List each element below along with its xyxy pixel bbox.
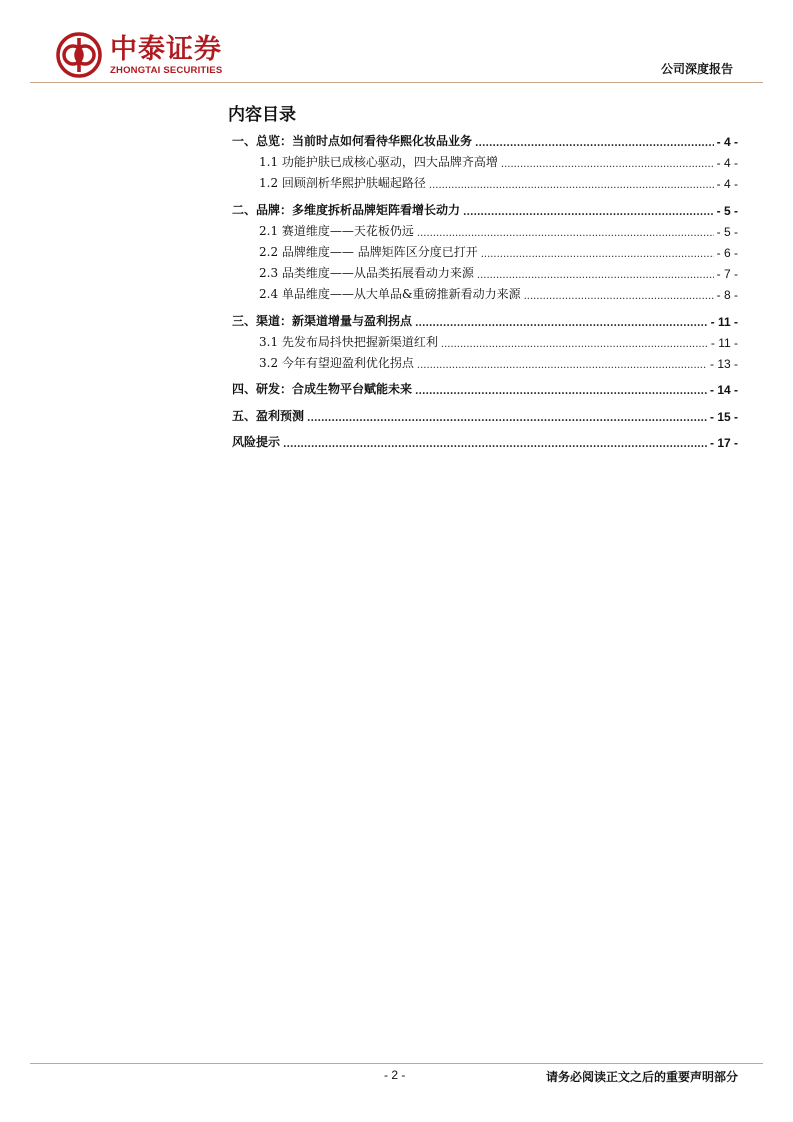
header-divider	[30, 82, 763, 83]
toc-leader-dots	[415, 383, 707, 397]
toc-entry-label: 2.4 单品维度——从大单品&重磅推新看动力来源	[259, 287, 521, 301]
toc-leader-dots	[307, 410, 707, 424]
toc-leader-dots	[417, 357, 707, 371]
toc-entry[interactable]	[259, 351, 738, 371]
toc-entry-page: - 14 -	[709, 383, 738, 397]
toc-entry[interactable]	[259, 171, 738, 191]
toc-entry-page: - 11 -	[710, 315, 738, 329]
toc-leader-dots	[463, 204, 714, 218]
toc-entry-page: - 4 -	[716, 135, 738, 149]
toc-entry[interactable]	[259, 282, 738, 302]
toc-entry-label: 2.3 品类维度——从品类拓展看动力来源	[259, 266, 474, 280]
toc-entry-page: - 13 -	[709, 357, 738, 371]
toc-leader-dots	[415, 315, 708, 329]
toc-entry[interactable]	[259, 219, 738, 239]
toc-entry-label: 风险提示	[232, 435, 281, 449]
toc-entry[interactable]	[259, 330, 738, 350]
toc-entry-label: 2.1 赛道维度——天花板仍远	[259, 224, 414, 238]
toc-title: 内容目录	[228, 105, 296, 125]
toc-leader-dots	[475, 135, 714, 149]
toc-entry-page: - 15 -	[709, 410, 738, 424]
toc-entry-label: 四、研发：合成生物平台赋能未来	[232, 382, 413, 396]
toc-entry[interactable]	[259, 150, 738, 170]
toc-entry-label: 1.2 回顾剖析华熙护肤崛起路径	[259, 176, 426, 190]
toc-entry[interactable]	[232, 377, 738, 397]
toc-entry-page: - 6 -	[716, 246, 738, 260]
toc-leader-dots	[441, 336, 708, 350]
toc-entry-page: - 17 -	[709, 436, 738, 450]
toc-leader-dots	[524, 288, 714, 302]
toc-entry-page: - 8 -	[716, 288, 738, 302]
toc-entry-page: - 11 -	[710, 336, 738, 350]
toc-leader-dots	[417, 225, 714, 239]
zhongtai-logo-icon	[56, 32, 102, 78]
toc-entry[interactable]	[232, 404, 738, 424]
toc-entry[interactable]	[259, 261, 738, 281]
disclaimer-text: 请务必阅读正文之后的重要声明部分	[545, 1070, 738, 1084]
toc-leader-dots	[501, 156, 714, 170]
toc-entry[interactable]	[232, 198, 738, 218]
toc-entry-page: - 4 -	[716, 177, 738, 191]
toc-entry[interactable]	[232, 309, 738, 329]
toc-entry-label: 五、盈利预测	[232, 409, 305, 423]
toc-leader-dots	[283, 436, 707, 450]
toc-leader-dots	[481, 246, 714, 260]
toc-entry-page: - 5 -	[716, 204, 738, 218]
toc-entry-page: - 7 -	[716, 267, 738, 281]
toc-entry-label: 2.2 品牌维度—— 品牌矩阵区分度已打开	[259, 245, 478, 259]
toc-entry-label: 3.2 今年有望迎盈利优化拐点	[259, 356, 414, 370]
logo-chinese-name: 中泰证券	[110, 33, 222, 65]
toc-leader-dots	[429, 177, 714, 191]
report-type-label: 公司深度报告	[660, 62, 733, 76]
toc-entry-page: - 5 -	[716, 225, 738, 239]
toc-entry-page: - 4 -	[716, 156, 738, 170]
toc-entry[interactable]	[259, 240, 738, 260]
toc-entry[interactable]	[232, 129, 738, 149]
toc-entry-label: 1.1 功能护肤已成核心驱动，四大品牌齐高增	[259, 155, 498, 169]
toc-entry-label: 二、品牌：多维度拆析品牌矩阵看增长动力	[232, 203, 461, 217]
company-logo	[56, 30, 222, 80]
toc-entry[interactable]	[232, 430, 738, 450]
toc-entry-label: 三、渠道：新渠道增量与盈利拐点	[232, 314, 413, 328]
page-number: - 2 -	[384, 1068, 406, 1082]
toc-entry-label: 一、总览：当前时点如何看待华熙化妆品业务	[232, 134, 473, 148]
footer-divider	[30, 1063, 763, 1064]
toc-entry-label: 3.1 先发布局抖快把握新渠道红利	[259, 335, 438, 349]
toc-leader-dots	[477, 267, 714, 281]
logo-english-name: ZHONGTAI SECURITIES	[110, 64, 223, 76]
